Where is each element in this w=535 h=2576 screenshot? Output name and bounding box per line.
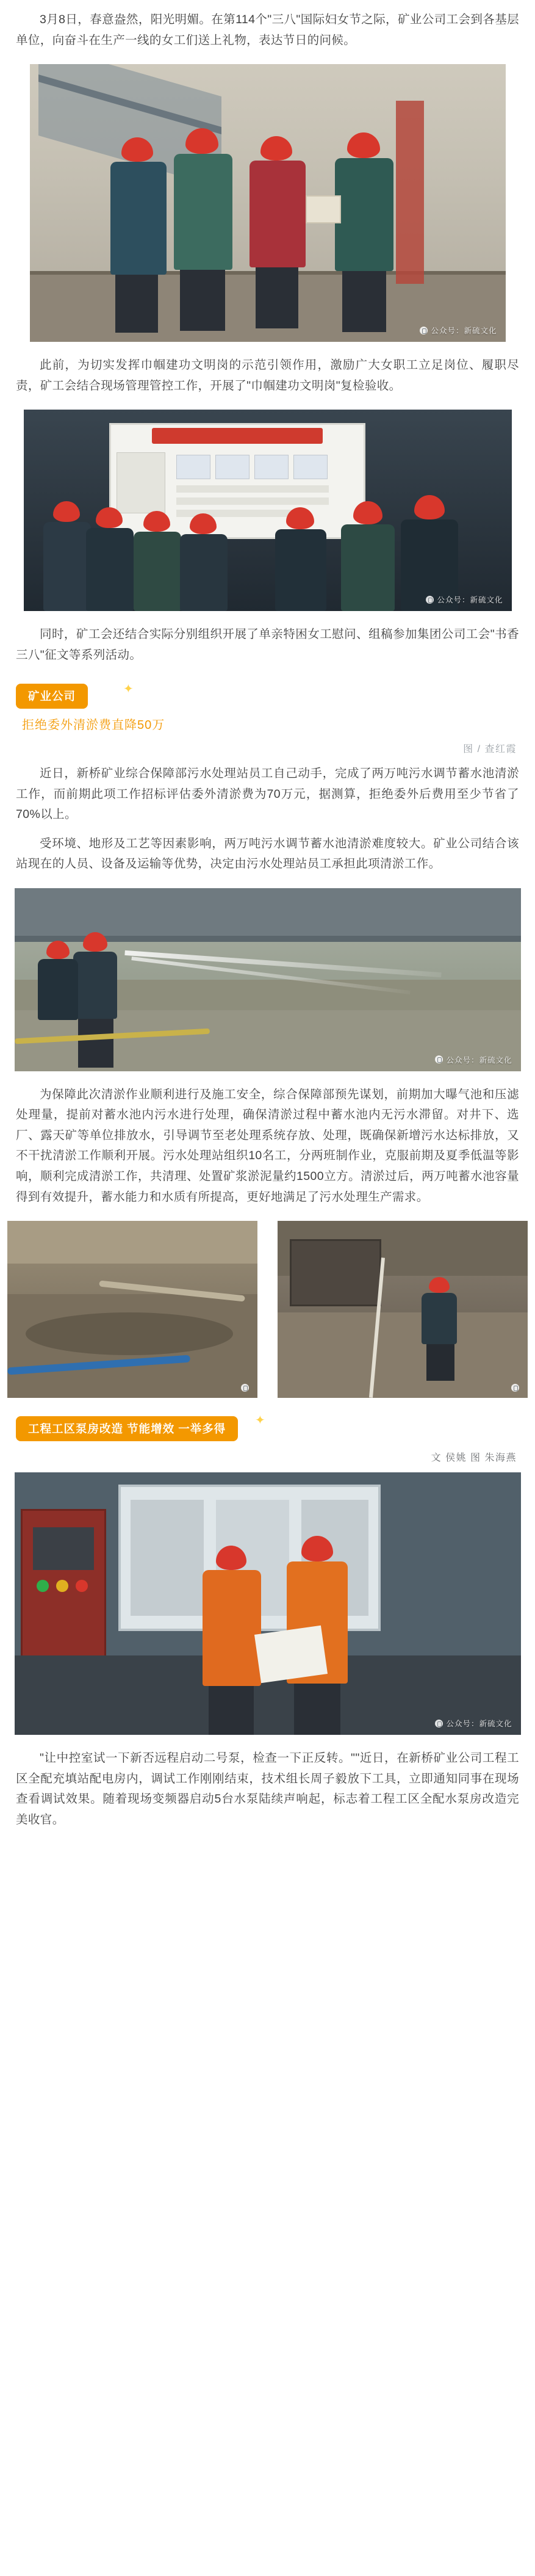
section-1-pill: 矿业公司 xyxy=(16,684,88,709)
watermark-icon xyxy=(241,1384,249,1392)
watermark-photo-2 xyxy=(426,594,503,605)
watermark-icon xyxy=(435,1055,443,1063)
watermark-photo-4 xyxy=(241,1384,249,1392)
section-2-pill: 工程工区泵房改造 节能增效 一举多得 xyxy=(16,1416,238,1441)
paragraph-1: 3月8日，春意盎然，阳光明媚。在第114个"三八"国际妇女节之际，矿业公司工会到各基层单位，向奋斗在生产一线的女工们送上礼物，表达节日的问候。 xyxy=(16,13,519,47)
watermark-photo-6 xyxy=(435,1718,512,1729)
watermark-icon xyxy=(435,1720,443,1728)
photo-workers-indoor xyxy=(30,64,506,342)
section-1-subtitle: 拒绝委外清淤费直降50万 xyxy=(22,718,165,733)
section-1-byline: 图 / 查红霞 xyxy=(463,744,517,755)
watermark-photo-1 xyxy=(420,325,497,336)
photo-pump-room xyxy=(15,1472,521,1735)
paragraph-7: "让中控室试一下新否远程启动二号泵，检查一下正反转。""近日，在新桥矿业公司工程工区全配充填站配电房内，调试工作刚刚结束，技术组长周子毅放下工具，立即通知同事在现场查看调试效果。随着现场变频器启动5台水泵陆续声响起，标志着工程工区全配水泵房改造完美收官。 xyxy=(16,1751,519,1826)
section-1-header xyxy=(0,684,535,755)
paragraph-4: 近日，新桥矿业综合保障部污水处理站员工自己动手，完成了两万吨污水调节蓄水池清淤工作，而前期此项工作招标评估委外清淤费为70万元，据测算，拒绝委外后费用至少节省了70%以上。 xyxy=(16,767,519,822)
watermark-icon xyxy=(420,327,428,335)
photo-water-spray xyxy=(15,888,521,1071)
watermark-label: 公众号：新硫文化 xyxy=(446,1720,512,1729)
watermark-icon xyxy=(511,1384,519,1392)
paragraph-6: 为保障此次清淤作业顺利进行及施工安全，综合保障部预先谋划，前期加大曝气池和压滤处理量，提前对蓄水池内污水进行处理，确保清淤过程中蓄水池内无污水滞留。对井下、选厂、露天矿等单位排放水，引导调节至老处理系统存放、处理，既确保新增污水达标排放，又不干扰清淤工作顺利开展。污水处理站组织10名工，分两班制作业，克服前期及夏季低温等影响，顺利完成清淤工作，共清理、处置矿浆淤泥量约1500立方。清淤过后，两万吨蓄水池容量得到有效提升，蓄水能力和水质有所提高，更好地满足了污水处理生产需求。 xyxy=(16,1087,519,1204)
section-2-byline: 文 侯姚 图 朱海燕 xyxy=(431,1453,517,1464)
paragraph-2: 此前，为切实发挥巾帼建功文明岗的示范引领作用，激励广大女职工立足岗位、履职尽责，矿工会结合现场管理管控工作，开展了"巾帼建功文明岗"复检验收。 xyxy=(16,358,519,393)
paragraph-3: 同时，矿工会还结合实际分别组织开展了单亲特困女工慰问、组稿参加集团公司工会"书香三八"征文等系列活动。 xyxy=(16,628,519,662)
photo-sludge-pipe xyxy=(7,1221,257,1398)
watermark-label: 公众号：新硫文化 xyxy=(437,596,503,605)
watermark-photo-5 xyxy=(511,1384,519,1392)
paragraph-5: 受环境、地形及工艺等因素影响，两万吨污水调节蓄水池清淤难度较大。矿业公司结合该站现在的人员、设备及运输等优势，决定由污水处理站员工承担此项清淤工作。 xyxy=(16,836,519,871)
photo-board-meeting xyxy=(24,410,512,611)
watermark-photo-3 xyxy=(435,1054,512,1065)
watermark-label: 公众号：新硫文化 xyxy=(446,1055,512,1065)
sparkle-icon: ✦ xyxy=(255,1414,265,1428)
photo-worker-sludge xyxy=(278,1221,528,1398)
watermark-icon xyxy=(426,596,434,604)
section-2-header xyxy=(0,1416,535,1464)
photo-pair-dredging xyxy=(0,1221,535,1398)
sparkle-icon: ✦ xyxy=(123,682,134,696)
watermark-label: 公众号：新硫文化 xyxy=(431,327,497,336)
